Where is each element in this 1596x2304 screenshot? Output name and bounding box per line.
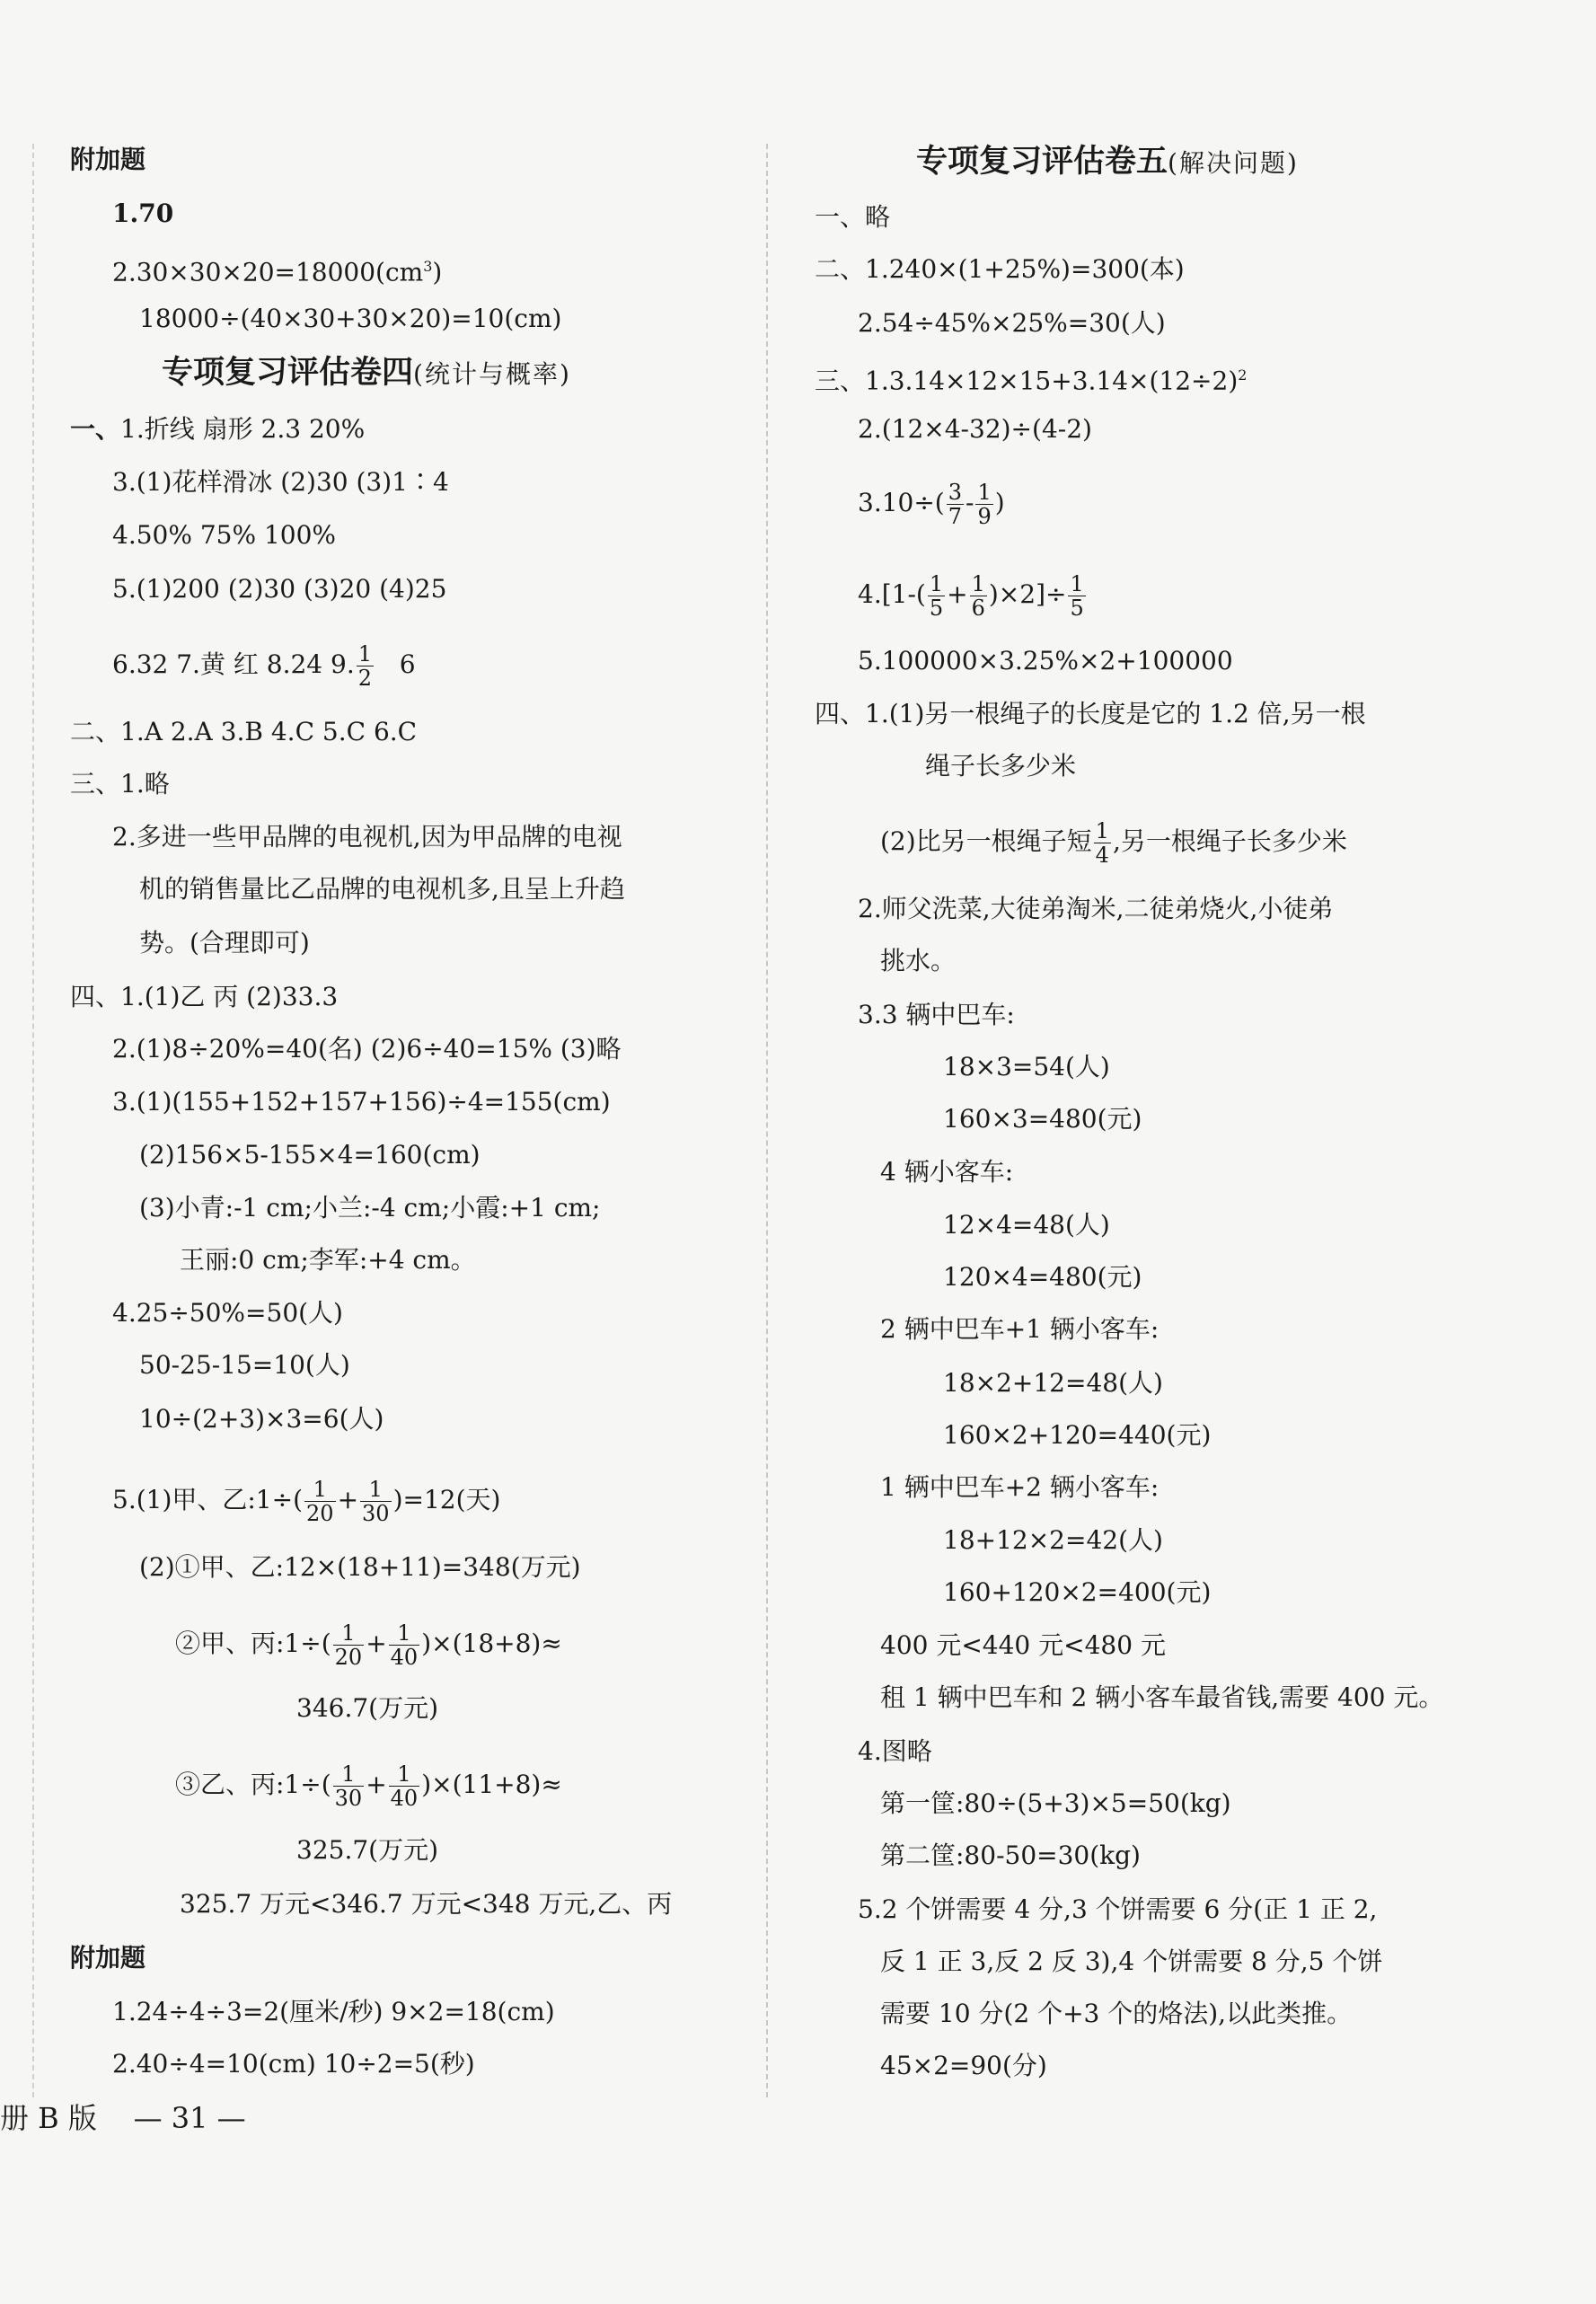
fraction: $\frac{1}{6}$ xyxy=(971,571,985,621)
answer-line: 12×4=48(人) xyxy=(943,1210,1110,1240)
answer-line: 租 1 辆中巴车和 2 辆小客车最省钱,需要 400 元。 xyxy=(880,1682,1444,1712)
answer-line: 4.25÷50%=50(人) xyxy=(112,1298,343,1328)
answer-line: 一、略 xyxy=(815,202,891,232)
answer-line: (2)①甲、乙:12×(18+11)=348(万元) xyxy=(139,1552,581,1582)
answer-line: 5.100000×3.25%×2+100000 xyxy=(858,646,1233,675)
answer-line: 18000÷(40×30+30×20)=10(cm) xyxy=(139,304,562,333)
extra-questions-heading: 附加题 xyxy=(70,145,146,174)
answer-line: 3.(1)(155+152+157+156)÷4=155(cm) xyxy=(112,1087,611,1117)
extra-questions-heading: 附加题 xyxy=(70,1943,146,1973)
answer-line: (2)156×5-155×4=160(cm) xyxy=(139,1140,481,1170)
fraction: $\frac{1}{40}$ xyxy=(390,1620,419,1670)
answer-line: 18×2+12=48(人) xyxy=(943,1368,1163,1398)
answer-line: 4.[1-( $\frac{1}{5}$ + $\frac{1}{6}$ )×2]÷ $\frac{1}{5}$ xyxy=(858,571,1084,621)
page-number: — 31 — xyxy=(133,2101,246,2135)
fraction: $\frac{3}{7}$ xyxy=(948,480,963,529)
fraction: $\frac{1}{30}$ xyxy=(334,1761,363,1811)
answer-line: 2.54÷45%×25%=30(人) xyxy=(858,308,1166,338)
answer-line: 6.32 7.黄 红 8.24 9. $\frac{1}{2}$ 6 xyxy=(112,641,416,691)
answer-line: 346.7(万元) xyxy=(296,1693,439,1723)
answer-line: (3)小青:-1 cm;小兰:-4 cm;小霞:+1 cm; xyxy=(139,1193,601,1223)
answer-line: 2.(12×4-32)÷(4-2) xyxy=(858,414,1092,444)
fraction: $\frac{1}{5}$ xyxy=(1070,571,1084,621)
fraction: $\frac{1}{40}$ xyxy=(390,1761,419,1811)
answer-line: 2.40÷4=10(cm) 10÷2=5(秒) xyxy=(112,2049,475,2079)
answer-line: 1.24÷4÷3=2(厘米/秒) 9×2=18(cm) xyxy=(112,1997,555,2026)
answer-line: 4.图略 xyxy=(858,1736,932,1766)
answer-line: ③乙、丙:1÷( $\frac{1}{30}$ + $\frac{1}{40}$ )×(11+8)≈ xyxy=(175,1761,562,1811)
answer-line: 325.7(万元) xyxy=(296,1835,439,1865)
answer-line: 160×3=480(元) xyxy=(943,1104,1142,1134)
answer-line: 2 辆中巴车+1 辆小客车: xyxy=(880,1314,1160,1344)
answer-line: 45×2=90(分) xyxy=(880,2051,1047,2080)
answer-line: 四、1.(1)另一根绳子的长度是它的 1.2 倍,另一根 xyxy=(815,699,1366,728)
answer-line: 2.师父洗菜,大徒弟淘米,二徒弟烧火,小徒弟 xyxy=(858,894,1334,923)
answer-line: 4 辆小客车: xyxy=(880,1157,1014,1187)
page-footer: 册 B 版 — 31 — xyxy=(0,2101,246,2135)
answer-line: 二、1.240×(1+25%)=300(本) xyxy=(815,254,1185,284)
answer-line: 一、1.折线 扇形 2.3 20% xyxy=(70,414,366,444)
paper-five-title: 专项复习评估卷五(解决问题) xyxy=(916,143,1299,180)
answer-line: 四、1.(1)乙 丙 (2)33.3 xyxy=(70,982,339,1011)
answer-line: 3.3 辆中巴车: xyxy=(858,1000,1015,1029)
answer-line: (2)比另一根绳子短 $\frac{1}{4}$ ,另一根绳子长多少米 xyxy=(880,818,1347,868)
answer-line: 5.(1)甲、乙:1÷( $\frac{1}{20}$ + $\frac{1}{30}$ )=12(天) xyxy=(112,1477,501,1526)
answer-line: 二、1.A 2.A 3.B 4.C 5.C 6.C xyxy=(70,717,418,746)
answer-line: 2.多进一些甲品牌的电视机,因为甲品牌的电视 xyxy=(112,822,622,852)
answer-line: 3.(1)花样滑冰 (2)30 (3)1∶4 xyxy=(112,467,449,497)
answer-line: 机的销售量比乙品牌的电视机多,且呈上升趋 xyxy=(139,874,625,904)
answer-line: 10÷(2+3)×3=6(人) xyxy=(139,1404,384,1434)
answer-line: 400 元<440 元<480 元 xyxy=(880,1630,1166,1660)
answer-line: 王丽:0 cm;李军:+4 cm。 xyxy=(180,1245,476,1275)
answer-line: 三、$1.3.14\times 12\times 15+3.14\times(12\div 2)^2$ xyxy=(815,366,1248,396)
column-divider xyxy=(766,144,768,2097)
answer-line: 3.10÷( $\frac{3}{7}$ - $\frac{1}{9}$ ) xyxy=(858,480,1005,529)
answer-line: 反 1 正 3,反 2 反 3),4 个饼需要 8 分,5 个饼 xyxy=(880,1946,1383,1976)
answer-line: 160×2+120=440(元) xyxy=(943,1420,1212,1450)
answer-line: 1.70 xyxy=(112,199,174,228)
answer-line: 325.7 万元<346.7 万元<348 万元,乙、丙 xyxy=(180,1889,673,1919)
answer-line: 绳子长多少米 xyxy=(925,751,1077,781)
fraction: $\frac{1}{5}$ xyxy=(929,571,944,621)
answer-line: 4.50% 75% 100% xyxy=(112,520,337,550)
answer-line: 5.(1)200 (2)30 (3)20 (4)25 xyxy=(112,574,447,604)
answer-line: 三、1.略 xyxy=(70,769,170,799)
answer-line: 需要 10 分(2 个+3 个的烙法),以此类推。 xyxy=(880,1999,1353,2028)
fraction: $\frac{1}{9}$ xyxy=(977,480,992,529)
fraction: $\frac{1}{30}$ xyxy=(362,1477,390,1526)
answer-line: ②甲、丙:1÷( $\frac{1}{20}$ + $\frac{1}{40}$ )×(18+8)≈ xyxy=(175,1620,562,1670)
answer-line: 5.2 个饼需要 4 分,3 个饼需要 6 分(正 1 正 2, xyxy=(858,1894,1378,1924)
fraction: $\frac{1}{20}$ xyxy=(334,1620,363,1670)
answer-line: 18×3=54(人) xyxy=(943,1052,1110,1081)
answer-line: 50-25-15=10(人) xyxy=(139,1350,350,1380)
left-margin-rule xyxy=(32,144,34,2097)
answer-line: 2.(1)8÷20%=40(名) (2)6÷40=15% (3)略 xyxy=(112,1034,622,1064)
answer-line: $2.30\times 30\times 20=18000(cm^3)$ xyxy=(112,257,443,287)
fraction: $\frac{1}{20}$ xyxy=(306,1477,334,1526)
fraction: $\frac{1}{4}$ xyxy=(1095,818,1109,868)
fraction: $\frac{1}{2}$ xyxy=(357,641,373,691)
answer-line: 第一筐:80÷(5+3)×5=50(kg) xyxy=(880,1788,1231,1818)
answer-line: 第二筐:80-50=30(kg) xyxy=(880,1841,1141,1870)
answer-line: 160+120×2=400(元) xyxy=(943,1577,1212,1607)
answer-line: 1 辆中巴车+2 辆小客车: xyxy=(880,1472,1160,1502)
paper-four-title: 专项复习评估卷四(统计与概率) xyxy=(162,354,571,391)
answer-line: 18+12×2=42(人) xyxy=(943,1525,1163,1555)
answer-line: 挑水。 xyxy=(880,946,957,975)
answer-line: 势。(合理即可) xyxy=(139,928,310,958)
answer-line: 120×4=480(元) xyxy=(943,1262,1142,1292)
